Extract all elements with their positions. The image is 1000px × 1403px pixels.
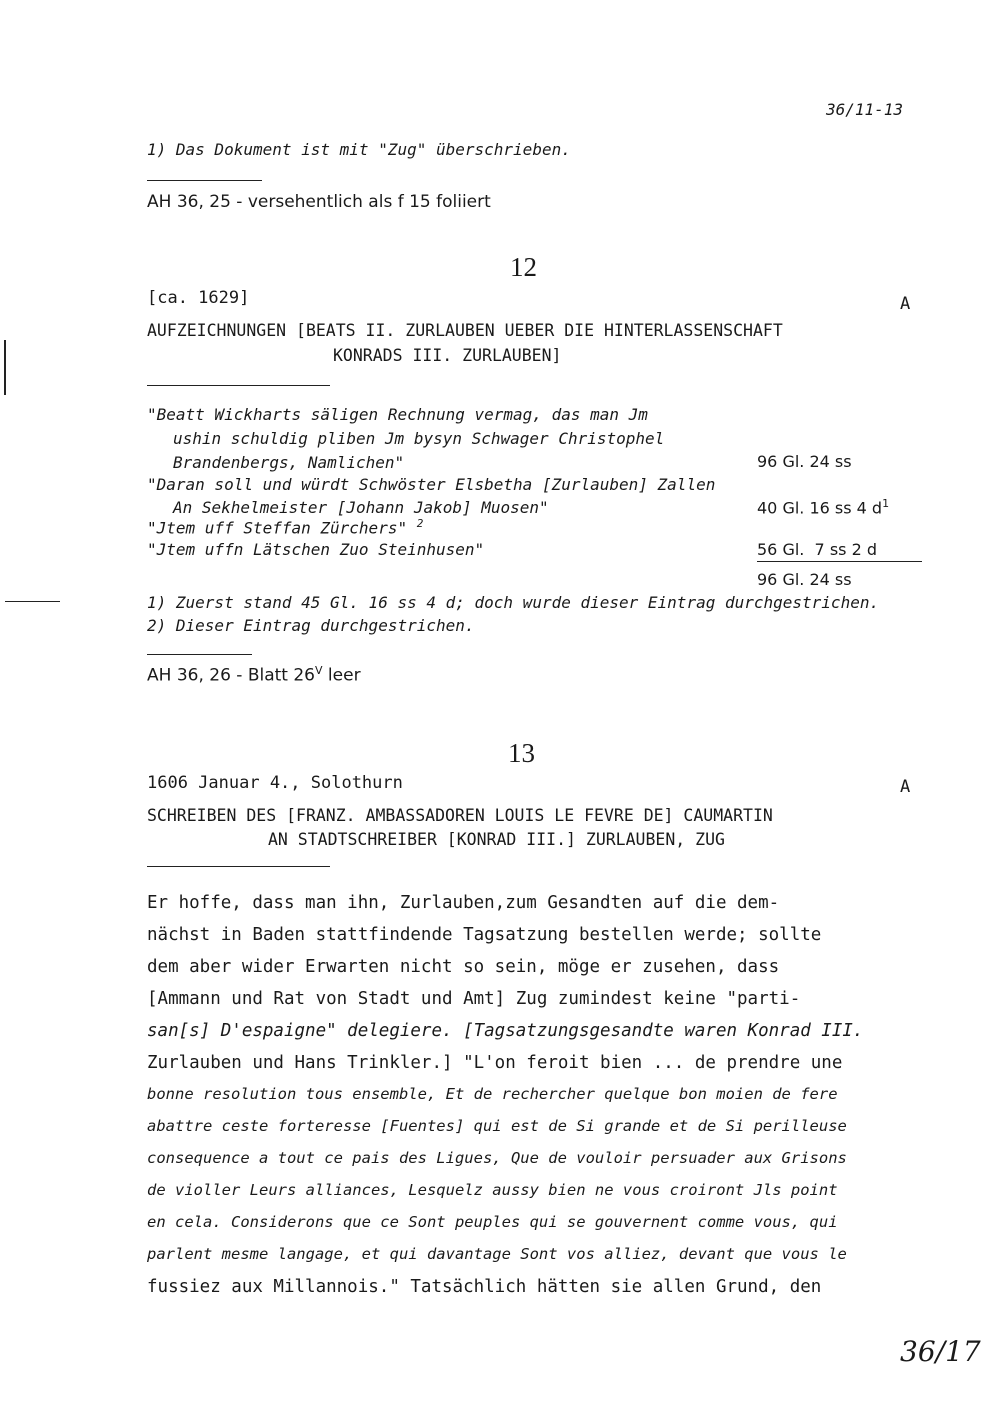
- document-letter-12: A: [900, 294, 911, 314]
- handwritten-page-mark: 36/17: [900, 1335, 981, 1368]
- body-line-8: abattre ceste forteresse [Fuentes] qui est de Si grande et de Si perilleuse: [147, 1117, 847, 1135]
- sum-rule: [757, 561, 922, 562]
- document-title-13-line2: AN STADTSCHREIBER [KONRAD III.] ZURLAUBEN, ZUG: [268, 830, 725, 849]
- body-line-4: [Ammann und Rat von Stadt und Amt] Zug zumindest keine "parti-: [147, 989, 801, 1009]
- page-reference: 36/11-13: [826, 100, 904, 119]
- footnote-top: 1) Das Dokument ist mit "Zug" überschrieben.: [147, 140, 571, 159]
- archive-reference-26-sup: V: [315, 664, 323, 677]
- entry-4-amount: 56 Gl. 7 ss 2 d: [757, 540, 877, 559]
- entry-3-line-1: [147, 517, 423, 537]
- archive-reference-26-text: AH 36, 26 - Blatt 26: [147, 665, 315, 686]
- entry-2-amount: [757, 497, 889, 517]
- document-title-13-line1: SCHREIBEN DES [FRANZ. AMBASSADOREN LOUIS LE FEVRE DE] CAUMARTIN: [147, 806, 773, 825]
- footnote-1: 1) Zuerst stand 45 Gl. 16 ss 4 d; doch wurde dieser Eintrag durchgestrichen.: [147, 593, 880, 612]
- separator-rule-2: [147, 654, 252, 655]
- footnote-2: 2) Dieser Eintrag durchgestrichen.: [147, 616, 475, 635]
- total-amount: 96 Gl. 24 ss: [757, 570, 852, 589]
- archive-reference-26-tail: leer: [322, 665, 361, 686]
- body-line-9: consequence a tout ce pais des Ligues, Que de vouloir persuader aux Grisons: [147, 1149, 847, 1167]
- entry-1-line-3: Brandenbergs, Namlichen": [173, 453, 405, 472]
- archive-reference-25: AH 36, 25 - versehentlich als f 15 foliiert: [147, 192, 491, 212]
- entry-2-line-1: "Daran soll und würdt Schwöster Elsbetha [Zurlauben] Zallen: [147, 475, 716, 494]
- body-line-12: parlent mesme langage, et qui davantage Sont vos alliez, devant que vous le: [147, 1245, 847, 1263]
- document-letter-13: A: [900, 777, 911, 797]
- entry-1-line-1: "Beatt Wickharts säligen Rechnung vermag, das man Jm: [147, 405, 648, 424]
- body-line-7: bonne resolution tous ensemble, Et de rechercher quelque bon moien de fere: [147, 1085, 838, 1103]
- document-title-12-line2: KONRADS III. ZURLAUBEN]: [333, 346, 562, 365]
- document-number-12: 12: [510, 252, 537, 282]
- margin-bracket-mark: [4, 340, 10, 395]
- entry-1-line-2: ushin schuldig pliben Jm bysyn Schwager Christophel: [173, 429, 665, 448]
- body-line-10: de violler Leurs alliances, Lesquelz aussy bien ne vous croiront Jls point: [147, 1181, 838, 1199]
- entry-3-footnote: 2: [416, 517, 424, 530]
- body-line-13: fussiez aux Millannois." Tatsächlich hätten sie allen Grund, den: [147, 1277, 822, 1297]
- document-title-12-line1: AUFZEICHNUNGEN [BEATS II. ZURLAUBEN UEBER DIE HINTERLASSENSCHAFT: [147, 321, 783, 340]
- entry-4-line-1: "Jtem uffn Lätschen Zuo Steinhusen": [147, 540, 485, 559]
- body-line-11: en cela. Considerons que ce Sont peuples qui se gouvernent comme vous, qui: [147, 1213, 838, 1231]
- body-line-3: dem aber wider Erwarten nicht so sein, möge er zusehen, dass: [147, 957, 780, 977]
- margin-dash: [5, 601, 60, 602]
- document-number-13: 13: [508, 738, 535, 768]
- entry-2-amount-footnote: 1: [882, 497, 890, 510]
- entry-2-line-2: An Sekhelmeister [Johann Jakob] Muosen": [173, 498, 549, 517]
- title-underline-12: [147, 385, 330, 386]
- entry-1-amount: 96 Gl. 24 ss: [757, 452, 852, 471]
- title-underline-13: [147, 866, 330, 867]
- archive-reference-26: [147, 664, 361, 686]
- separator-rule: [147, 180, 262, 181]
- entry-3-text: "Jtem uff Steffan Zürchers": [147, 518, 408, 538]
- body-line-5: san[s] D'espaigne" delegiere. [Tagsatzungsgesandte waren Konrad III.: [147, 1021, 864, 1041]
- body-line-6: Zurlauben und Hans Trinkler.] "L'on feroit bien ... de prendre une: [147, 1053, 843, 1073]
- body-line-1: Er hoffe, dass man ihn, Zurlauben,zum Gesandten auf die dem-: [147, 893, 780, 913]
- body-line-2: nächst in Baden stattfindende Tagsatzung bestellen werde; sollte: [147, 925, 822, 945]
- entry-2-amount-text: 40 Gl. 16 ss 4 d: [757, 498, 883, 518]
- document-date-13: 1606 Januar 4., Solothurn: [147, 773, 403, 793]
- document-date-12: [ca. 1629]: [147, 288, 250, 308]
